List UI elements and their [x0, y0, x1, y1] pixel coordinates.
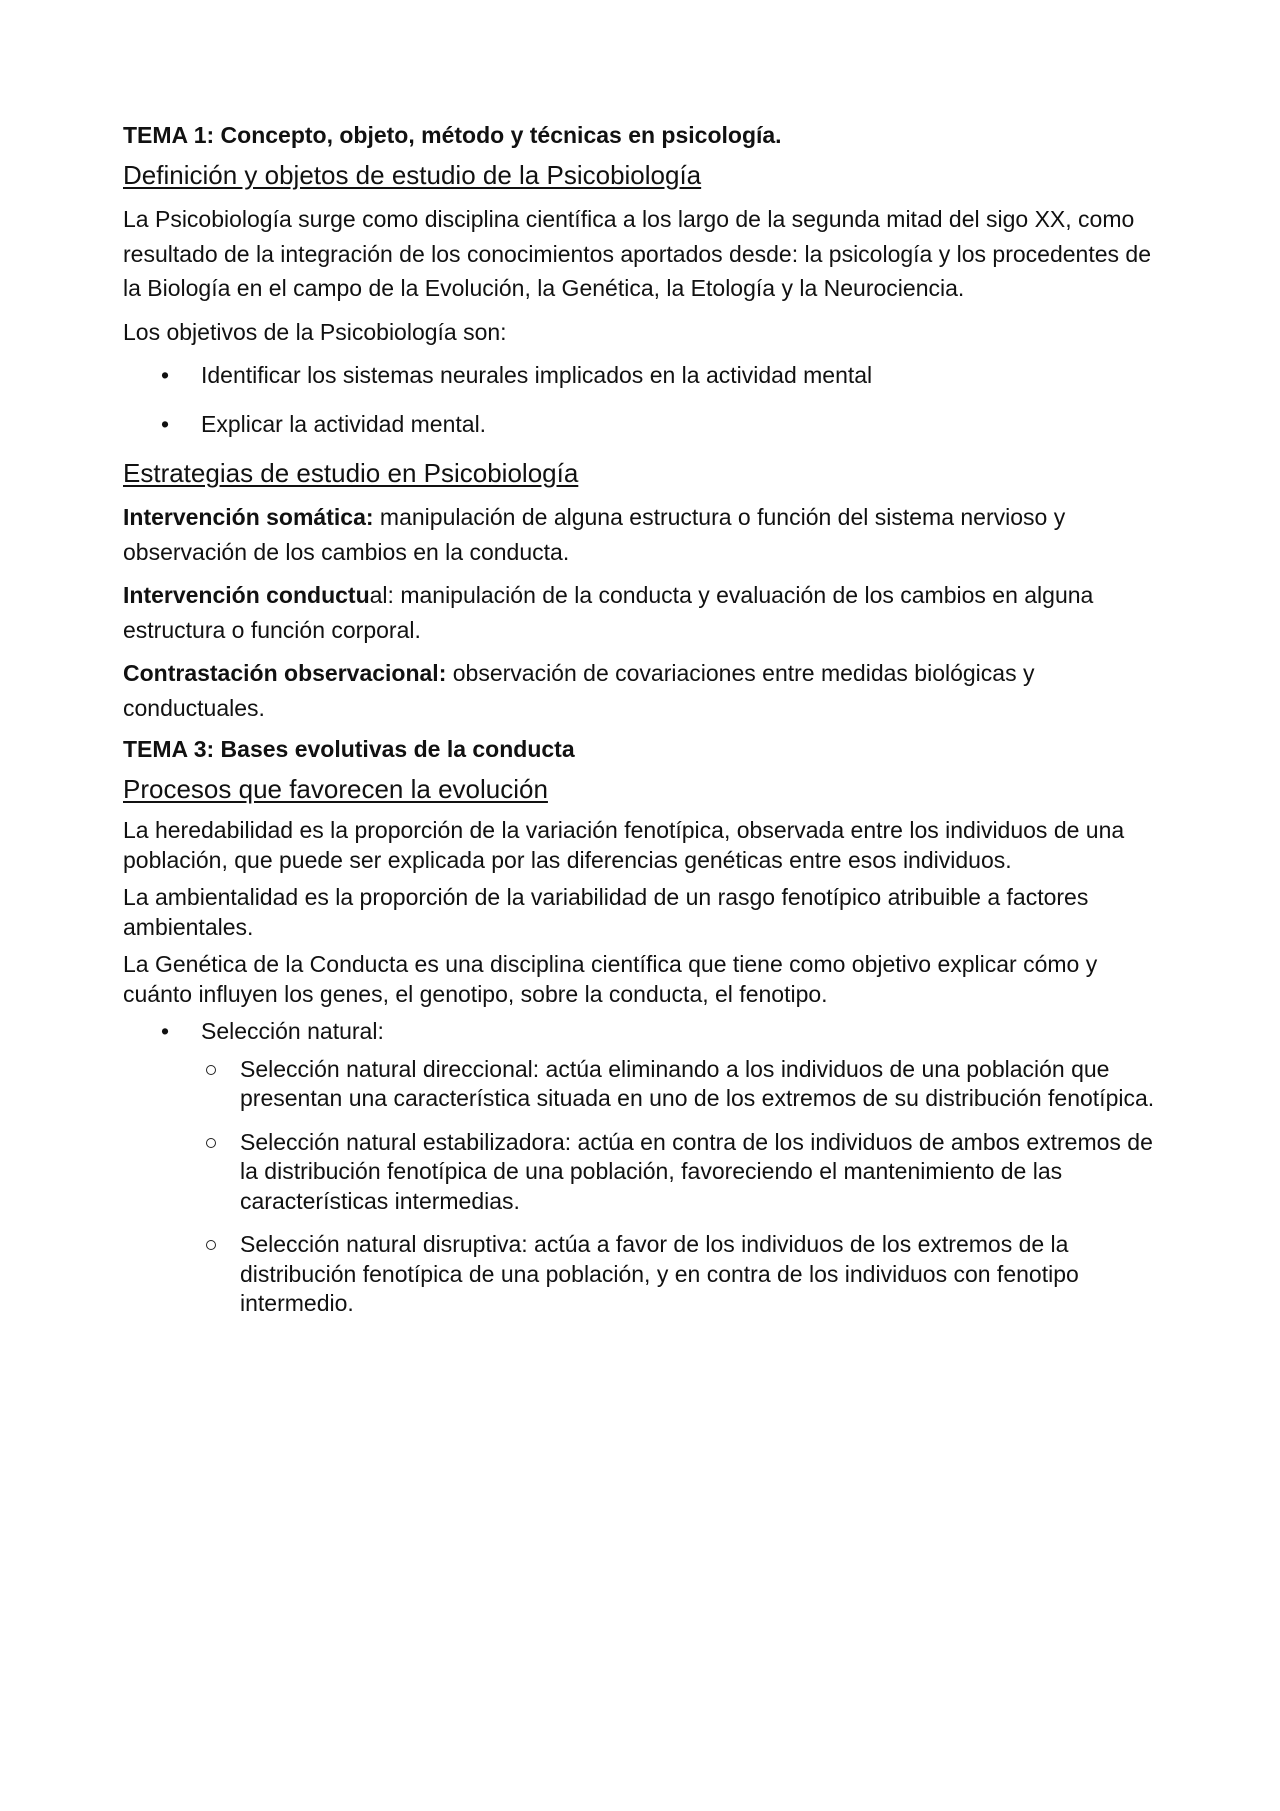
selection-type-text: Selección natural direccional: actúa eliminando a los individuos de una población que presentan una característica situada en uno de los extremos de su distribución fenotípica.: [240, 1055, 1155, 1111]
paragraph-genetica-conducta: La Genética de la Conducta es una disciplina científica que tiene como objetivo explicar cómo y cuánto influyen los genes, el genotipo, sobre la conducta, el fenotipo.: [123, 951, 1098, 1007]
paragraph-intervencion-somatica: [123, 500, 1168, 569]
term-label-suffix: al: [369, 582, 388, 608]
objective-text: Explicar la actividad mental.: [201, 411, 487, 437]
term-label: Intervención conductu: [123, 582, 370, 608]
circle-bullet-icon: [206, 1240, 216, 1250]
tema1-heading: TEMA 1: Concepto, objeto, método y técnicas en psicología.: [123, 122, 782, 148]
tema3-heading: TEMA 3: Bases evolutivas de la conducta: [123, 736, 575, 762]
selection-list: [123, 1017, 1168, 1319]
term-description: manipulación de alguna estructura o función del sistema nervioso y observación de los cambios en la conducta.: [123, 504, 1066, 565]
selection-types-list: [201, 1055, 1168, 1319]
bullet-icon: •: [161, 411, 170, 437]
circle-bullet-icon: [206, 1065, 216, 1075]
document-content: [123, 120, 1168, 1333]
paragraph-contrastacion-observacional: [123, 656, 1168, 725]
paragraph-psicobiologia-intro: La Psicobiología surge como disciplina científica a los largo de la segunda mitad del sigo XX, como resultado de la integración de los conocimientos aportados desde: la psicología y los procedentes de la Biología en el campo de la Evolución, la Genética, la Etología y la Neurociencia.: [123, 206, 1151, 301]
paragraph-objetivos-intro: Los objetivos de la Psicobiología son:: [123, 318, 507, 345]
objective-text: Identificar los sistemas neurales implicados en la actividad mental: [201, 362, 873, 388]
list-item: [123, 358, 1168, 392]
bullet-icon: •: [161, 1018, 170, 1044]
list-item: [123, 407, 1168, 441]
objectives-list: [123, 358, 1168, 441]
selection-label: Selección natural:: [201, 1018, 384, 1044]
list-item: [123, 1017, 1168, 1319]
paragraph-ambientalidad: La ambientalidad es la proporción de la variabilidad de un rasgo fenotípico atribuible a factores ambientales.: [123, 884, 1089, 940]
paragraph-intervencion-conductual: [123, 578, 1168, 647]
bullet-icon: •: [161, 362, 170, 388]
circle-bullet-icon: [206, 1138, 216, 1148]
term-description: observación de covariaciones entre medidas biológicas y conductuales.: [123, 660, 1035, 721]
list-item: [123, 1230, 1168, 1319]
section-title-definicion: Definición y objetos de estudio de la Psicobiología: [123, 160, 702, 190]
selection-type-text: Selección natural disruptiva: actúa a favor de los individuos de los extremos de la distribución fenotípica de una población, y en contra de los individuos con fenotipo intermedio.: [240, 1231, 1079, 1316]
term-label: Intervención somática:: [123, 504, 374, 530]
list-item: [123, 1055, 1168, 1114]
selection-type-text: Selección natural estabilizadora: actúa en contra de los individuos de ambos extremos de la distribución fenotípica de una población, favoreciendo el mantenimiento de las características intermedias.: [240, 1128, 1153, 1214]
list-item: [123, 1128, 1168, 1217]
section-title-procesos: Procesos que favorecen la evolución: [123, 774, 548, 804]
section-title-estrategias: Estrategias de estudio en Psicobiología: [123, 458, 579, 488]
term-label: Contrastación observacional:: [123, 660, 447, 686]
term-description: : manipulación de la conducta y evaluación de los cambios en alguna estructura o función corporal.: [123, 582, 1094, 643]
paragraph-heredabilidad: La heredabilidad es la proporción de la variación fenotípica, observada entre los individuos de una población, que puede ser explicada por las diferencias genéticas entre esos individuos.: [123, 817, 1125, 873]
